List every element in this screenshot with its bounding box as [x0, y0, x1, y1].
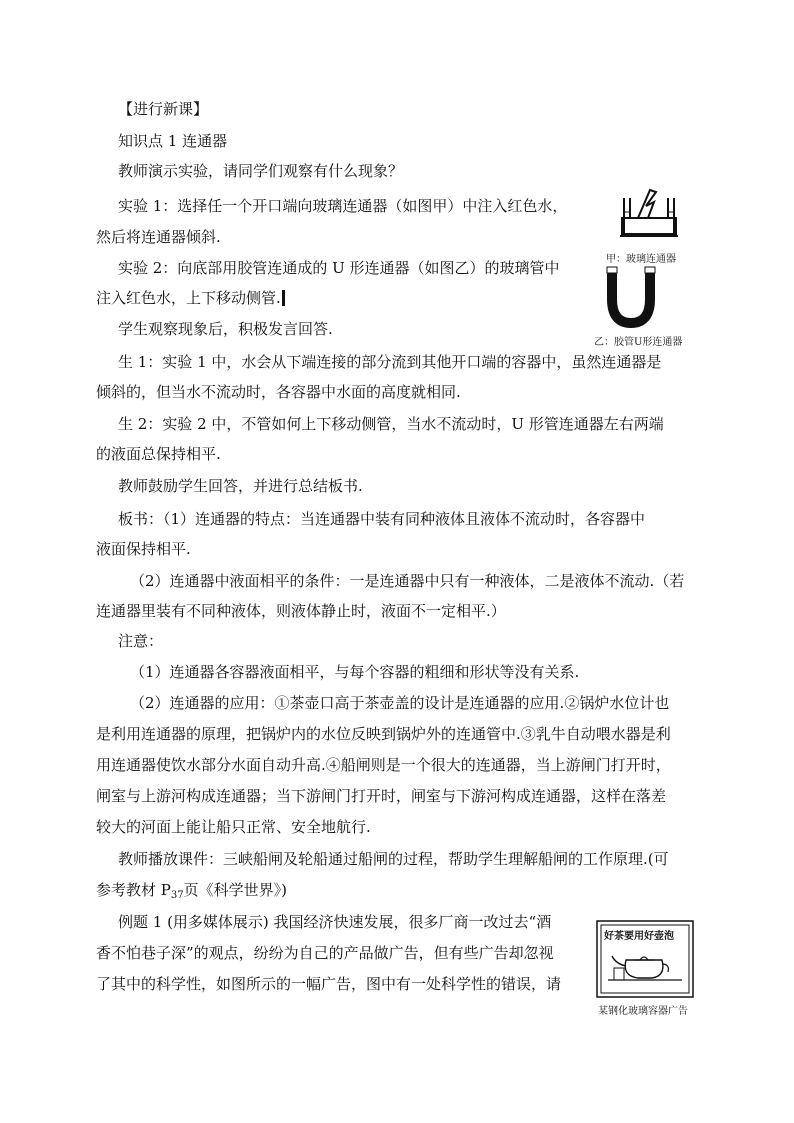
paragraph-observe: 学生观察现象后，积极发言回答. [118, 320, 333, 338]
paragraph-exp2-line2: 注入红色水，上下移动侧管. [96, 287, 285, 309]
paragraph-exp2-line1: 实验 2：向底部用胶管连通成的 U 形连通器（如图乙）的玻璃管中 [118, 259, 560, 277]
paragraph-courseware-line1: 教师播放课件：三峡船闸及轮船通过船闸的过程，帮助学生理解船闸的工作原理.(可 [118, 850, 669, 868]
text-cursor [282, 290, 285, 306]
note-item-2-line3: 用连通器使饮水部分水面自动升高.④船闸则是一个很大的连通器，当上游闸门打开时， [96, 756, 671, 774]
paragraph-board1-line2: 液面保持相平. [96, 540, 191, 558]
note-item-2-line4: 闸室与上游河构成连通器；当下游闸门打开时，闸室与下游河构成连通器，这样在落差 [96, 787, 667, 805]
note-title: 注意： [118, 632, 164, 650]
paragraph-example-line3: 了其中的科学性，如图所示的一幅广告，图中有一处科学性的错误，请 [96, 975, 562, 993]
paragraph-student2-line1: 生 2：实验 2 中，不管如何上下移动侧管，当水不流动时，U 形管连通器左右两端 [118, 415, 664, 433]
paragraph-board2-line1: （2）连通器中液面相平的条件：一是连通器中只有一种液体，二是液体不流动.（若 [130, 572, 685, 590]
paragraph-intro: 教师演示实验，请同学们观察有什么现象？ [118, 162, 404, 180]
figure-a-caption: 甲：玻璃连通器 [606, 254, 676, 265]
paragraph-student2-line2: 的液面总保持相平. [96, 445, 221, 463]
paragraph-exp1-line2: 然后将连通器倾斜. [96, 228, 221, 246]
ad-caption: 某钢化玻璃容器广告 [598, 1006, 688, 1017]
note-item-2-line1: （2）连通器的应用：①茶壶口高于茶壶盖的设计是连通器的应用.②锅炉水位计也 [130, 694, 670, 712]
paragraph-example-line1: 例题 1 (用多媒体展示) 我国经济快速发展，很多厂商一改过去“酒 [118, 913, 552, 931]
u-tube-figure [602, 265, 660, 329]
paragraph-encourage: 教师鼓励学生回答，并进行总结板书. [118, 477, 363, 495]
paragraph-courseware-line2: 参考教材 $P_{37}$页《科学世界》) [96, 881, 287, 901]
figure-b-caption: 乙：胶管U形连通器 [594, 337, 683, 348]
paragraph-board1-line1: 板书：（1）连通器的特点：当连通器中装有同种液体且液体不流动时，各容器中 [118, 510, 646, 528]
paragraph-student1-line1: 生 1：实验 1 中，水会从下端连接的部分流到其他开口端的容器中，虽然连通器是 [118, 353, 662, 371]
glass-connected-vessel-figure [612, 182, 688, 246]
paragraph-board2-line2: 连通器里装有不同种液体，则液体静止时，液面不一定相平.） [96, 602, 506, 620]
knowledge-point-title: 知识点 1 连通器 [118, 132, 228, 150]
paragraph-exp1-line1: 实验 1：选择任一个开口端向玻璃连通器（如图甲）中注入红色水， [118, 197, 568, 215]
paragraph-student1-line2: 倾斜的，但当水不流动时，各容器中水面的高度就相同. [96, 383, 461, 401]
paragraph-example-line2: 香不怕巷子深”的观点，纷纷为自己的产品做广告，但有些广告却忽视 [96, 944, 554, 962]
note-item-2-line2: 是利用连通器的原理，把锅炉内的水位反映到锅炉外的连通管中.③乳牛自动喂水器是利 [96, 725, 671, 743]
section-header: 【进行新课】 [118, 100, 209, 118]
ad-slogan: 好茶要用好壶泡 [604, 931, 674, 942]
note-item-1: （1）连通器各容器液面相平，与每个容器的粗细和形状等没有关系. [130, 663, 580, 681]
note-item-2-line5: 较大的河面上能让船只正常、安全地航行. [96, 818, 371, 836]
